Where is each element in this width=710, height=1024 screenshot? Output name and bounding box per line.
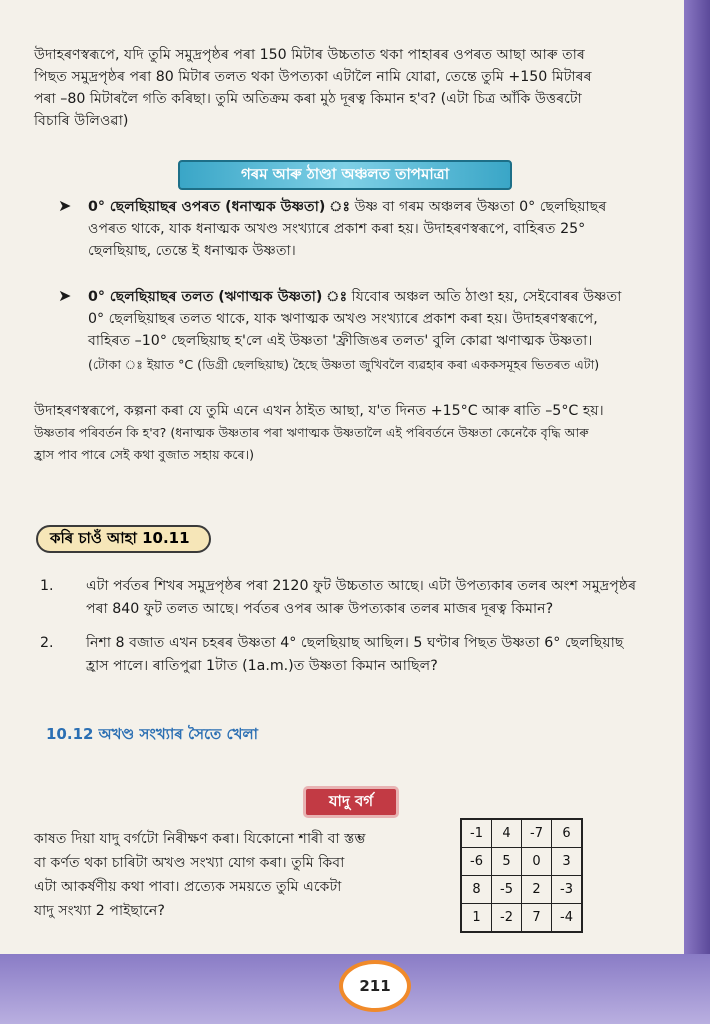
intro-line-2: পিছত সমুদ্ৰপৃষ্ঠৰ পৰা 80 মিটাৰ তলত থকা উপত্যকা এটালৈ নামি যোৱা, তেন্তে তুমি +150 মিটাৰৰ <box>34 69 592 85</box>
bullet-2-note: (টোকা ঃ ইয়াত °C (ডিগ্ৰী ছেলছিয়াছ) হৈছে উষ্ণতা জুখিবলৈ ব্যৱহাৰ কৰা এককসমূহৰ ভিতৰত এটা) <box>88 357 600 372</box>
exercise-1-line-1: এটা পৰ্বতৰ শিখৰ সমুদ্ৰপৃষ্ঠৰ পৰা 2120 ফুট উচ্চতাত আছে। এটা উপত্যকাৰ তলৰ অংশ সমুদ্ৰপৃষ্ঠৰ <box>86 578 637 594</box>
grid-cell: 1 <box>461 904 492 933</box>
bullet-arrow-icon: ➤ <box>58 286 72 305</box>
grid-cell: -3 <box>552 876 583 904</box>
grid-cell: 7 <box>522 904 552 933</box>
grid-cell: -5 <box>492 876 522 904</box>
exercise-label: কৰি চাওঁ আহা 10.11 <box>36 525 211 553</box>
grid-row <box>461 819 582 848</box>
grid-cell: 3 <box>552 848 583 876</box>
grid-cell: 0 <box>522 848 552 876</box>
bullet-2-text <box>88 286 621 308</box>
grid-cell: 6 <box>552 819 583 848</box>
intro-line-3: পৰা –80 মিটাৰলৈ গতি কৰিছা। তুমি অতিক্ৰম কৰা মুঠ দূৰত্ব কিমান হ'ব? (এটা চিত্ৰ আঁকি উত্তৰটো <box>34 91 582 107</box>
bullet-2-title: 0° ছেলছিয়াছৰ তলত (ঋণাত্মক উষ্ণতা) ঃ <box>88 289 348 305</box>
magic-line-4: যাদু সংখ্যা 2 পাইছানে? <box>34 903 165 919</box>
bullet-1-text <box>88 196 606 218</box>
grid-row <box>461 848 582 876</box>
grid-cell: -4 <box>552 904 583 933</box>
bullet-arrow-icon: ➤ <box>58 196 72 215</box>
magic-square-grid <box>460 818 583 933</box>
section-heading: 10.12 অখণ্ড সংখ্যাৰ সৈতে খেলা <box>46 725 258 743</box>
example-line-1: উদাহৰণস্বৰূপে, কল্পনা কৰা যে তুমি এনে এখন ঠাইত আছা, য'ত দিনত +15°C আৰু ৰাতি –5°C হয়। <box>34 403 604 419</box>
grid-cell: 4 <box>492 819 522 848</box>
bullet-1-line-3: ছেলছিয়াছ, তেন্তে ই ধনাত্মক উষ্ণতা। <box>88 243 296 259</box>
bullet-1-title: 0° ছেলছিয়াছৰ ওপৰত (ধনাত্মক উষ্ণতা) ঃ <box>88 199 351 215</box>
grid-cell: 2 <box>522 876 552 904</box>
bullet-2-line-3: বাহিৰত –10° ছেলছিয়াছ হ'লে এই উষ্ণতা 'ফ্ৰীজিঙৰ তলত' বুলি কোৱা ঋণাত্মক উষ্ণতা। <box>88 333 593 349</box>
intro-line-4: বিচাৰি উলিওৱা) <box>34 113 129 129</box>
exercise-2-line-1: নিশা 8 বজাত এখন চহৰৰ উষ্ণতা 4° ছেলছিয়াছ আছিল। 5 ঘণ্টাৰ পিছত উষ্ণতা 6° ছেলছিয়াছ <box>86 635 624 651</box>
magic-line-1: কাষত দিয়া যাদু বৰ্গটো নিৰীক্ষণ কৰা। যিকোনো শাৰী বা স্তম্ভ <box>34 831 366 847</box>
grid-cell: -7 <box>522 819 552 848</box>
bullet-2-line-2: 0° ছেলছিয়াছৰ তলত থাকে, যাক ঋণাত্মক অখণ্ড সংখ্যাৰে প্ৰকাশ কৰা হয়। উদাহৰণস্বৰূপে, <box>88 311 598 327</box>
grid-row <box>461 904 582 933</box>
grid-cell: -1 <box>461 819 492 848</box>
bullet-2-line-1: যিবোৰ অঞ্চল অতি ঠাণ্ডা হয়, সেইবোৰৰ উষ্ণতা <box>351 289 622 305</box>
bullet-1-line-1: উষ্ণ বা গৰম অঞ্চলৰ উষ্ণতা 0° ছেলছিয়াছৰ <box>354 199 607 215</box>
example-line-3: হ্ৰাস পাব পাৰে সেই কথা বুজাত সহায় কৰে।) <box>34 447 254 462</box>
example-line-2: উষ্ণতাৰ পৰিবৰ্তন কি হ'ব? (ধনাত্মক উষ্ণতাৰ পৰা ঋণাত্মক উষ্ণতালৈ এই পৰিবৰ্তনে উষ্ণতা কেনেকৈ বৃদ্ধি আৰু <box>34 425 589 440</box>
exercise-2-number: 2. <box>40 635 54 651</box>
magic-square-title: যাদু বৰ্গ <box>303 786 399 818</box>
bullet-1-line-2: ওপৰত থাকে, যাক ধনাত্মক অখণ্ড সংখ্যাৰে প্ৰকাশ কৰা হয়। উদাহৰণস্বৰূপে, বাহিৰত 25° <box>88 221 586 237</box>
page-edge <box>684 0 710 1024</box>
grid-cell: -2 <box>492 904 522 933</box>
grid-cell: 8 <box>461 876 492 904</box>
exercise-2-line-2: হ্ৰাস পালে। ৰাতিপুৱা 1টাত (1a.m.)ত উষ্ণতা কিমান আছিল? <box>86 658 438 674</box>
grid-row <box>461 876 582 904</box>
exercise-1-line-2: পৰা 840 ফুট তলত আছে। পৰ্বতৰ ওপৰ আৰু উপত্যকাৰ তলৰ মাজৰ দূৰত্ব কিমান? <box>86 601 554 617</box>
exercise-1-number: 1. <box>40 578 54 594</box>
grid-cell: -6 <box>461 848 492 876</box>
magic-line-3: এটা আকৰ্ষণীয় কথা পাবা। প্ৰত্যেক সময়তে তুমি একেটা <box>34 879 342 895</box>
magic-line-2: বা কৰ্ণত থকা চাৰিটা অখণ্ড সংখ্যা যোগ কৰা। তুমি কিবা <box>34 855 345 871</box>
section-banner: গৰম আৰু ঠাণ্ডা অঞ্চলত তাপমাত্ৰা <box>178 160 512 190</box>
grid-cell: 5 <box>492 848 522 876</box>
page-number: 211 <box>339 960 411 1012</box>
intro-line-1: উদাহৰণস্বৰূপে, যদি তুমি সমুদ্ৰপৃষ্ঠৰ পৰা 150 মিটাৰ উচ্চতাত থকা পাহাৰৰ ওপৰত আছা আৰু তাৰ <box>34 47 585 63</box>
